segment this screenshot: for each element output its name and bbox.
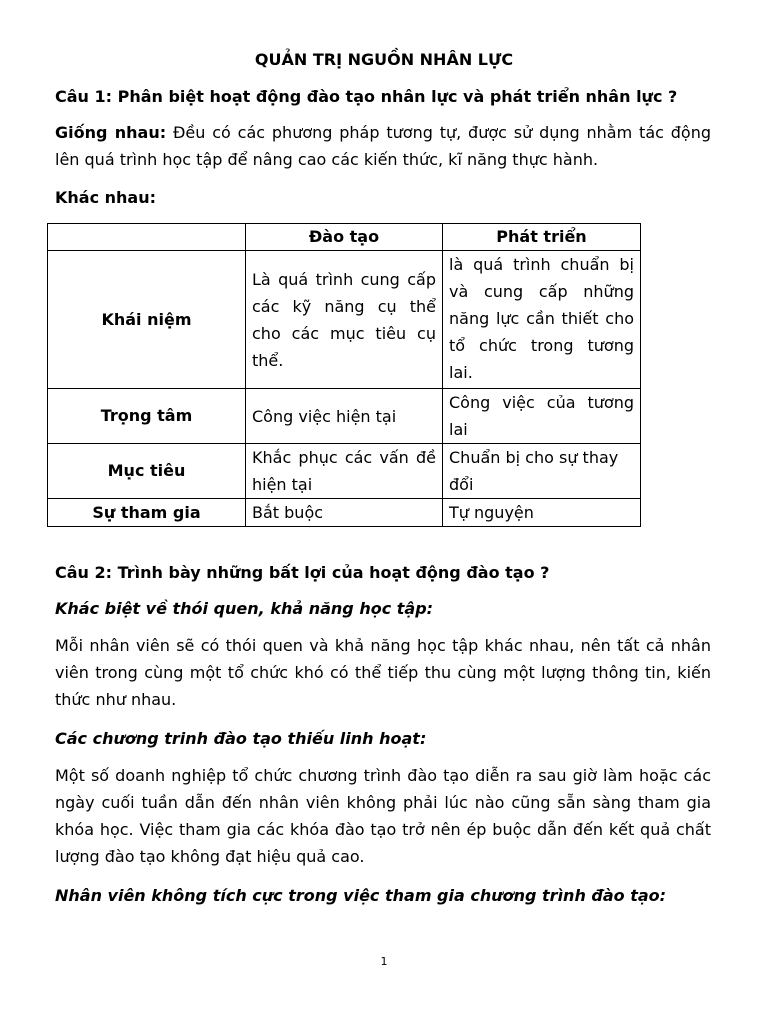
- document-title: QUẢN TRỊ NGUỒN NHÂN LỰC: [254, 50, 514, 69]
- row-header: Mục tiêu: [48, 444, 246, 499]
- question-2-heading: Câu 2: Trình bày những bất lợi của hoạt động đào tạo ?: [55, 563, 550, 582]
- table-header-empty: [48, 224, 246, 251]
- table-cell: Chuẩn bị cho sự thay đổi: [443, 444, 641, 499]
- table-cell: Khắc phục các vấn đề hiện tại: [246, 444, 443, 499]
- table-row: [48, 251, 641, 389]
- similarities-text: Đều có các phương pháp tương tự, được sử dụng nhằm tác động lên quá trình học tập để nâng cao các kiến thức, kĩ năng thực hành.: [55, 123, 712, 169]
- table-row: [48, 499, 641, 527]
- table-header-training: Đào tạo: [246, 224, 443, 251]
- table-header-development: Phát triển: [443, 224, 641, 251]
- section-paragraph: Mỗi nhân viên sẽ có thói quen và khả năng học tập khác nhau, nên tất cả nhân viên trong cùng một tổ chức khó có thể tiếp thu cùng một lượng thông tin, kiến thức như nhau.: [55, 636, 711, 709]
- section-paragraph: Một số doanh nghiệp tổ chức chương trình đào tạo diễn ra sau giờ làm hoặc các ngày cuối tuần dẫn đến nhân viên không phải lúc nào cũng sẵn sàng tham gia khóa học. Việc tham gia các khóa đào tạo trở nên ép buộc dẫn đến kết quả chất lượng đào tạo không đạt hiệu quả cao.: [55, 766, 711, 866]
- table-cell: Bắt buộc: [246, 499, 443, 527]
- row-header: Trọng tâm: [48, 389, 246, 444]
- section-heading: Các chương trinh đào tạo thiếu linh hoạt:: [55, 729, 427, 748]
- table-cell: là quá trình chuẩn bị và cung cấp những năng lực cần thiết cho tổ chức trong tương lai.: [443, 251, 641, 389]
- differences-label: Khác nhau:: [55, 188, 157, 207]
- table-header-row: [48, 224, 641, 251]
- similarities-paragraph: [55, 119, 711, 173]
- section-heading: Khác biệt về thói quen, khả năng học tập:: [55, 599, 434, 618]
- table-cell: Công việc của tương lai: [443, 389, 641, 444]
- row-header: Sự tham gia: [48, 499, 246, 527]
- section-heading: Nhân viên không tích cực trong việc tham gia chương trình đào tạo:: [55, 886, 667, 905]
- comparison-table: [47, 223, 641, 527]
- table-cell: Công việc hiện tại: [246, 389, 443, 444]
- table-row: [48, 444, 641, 499]
- similarities-label: Giống nhau:: [55, 123, 167, 142]
- table-cell: Tự nguyện: [443, 499, 641, 527]
- row-header: Khái niệm: [48, 251, 246, 389]
- table-row: [48, 389, 641, 444]
- question-1-heading: Câu 1: Phân biệt hoạt động đào tạo nhân lực và phát triển nhân lực ?: [55, 87, 678, 106]
- table-cell: Là quá trình cung cấp các kỹ năng cụ thể cho các mục tiêu cụ thể.: [246, 251, 443, 389]
- page-number: 1: [380, 955, 388, 968]
